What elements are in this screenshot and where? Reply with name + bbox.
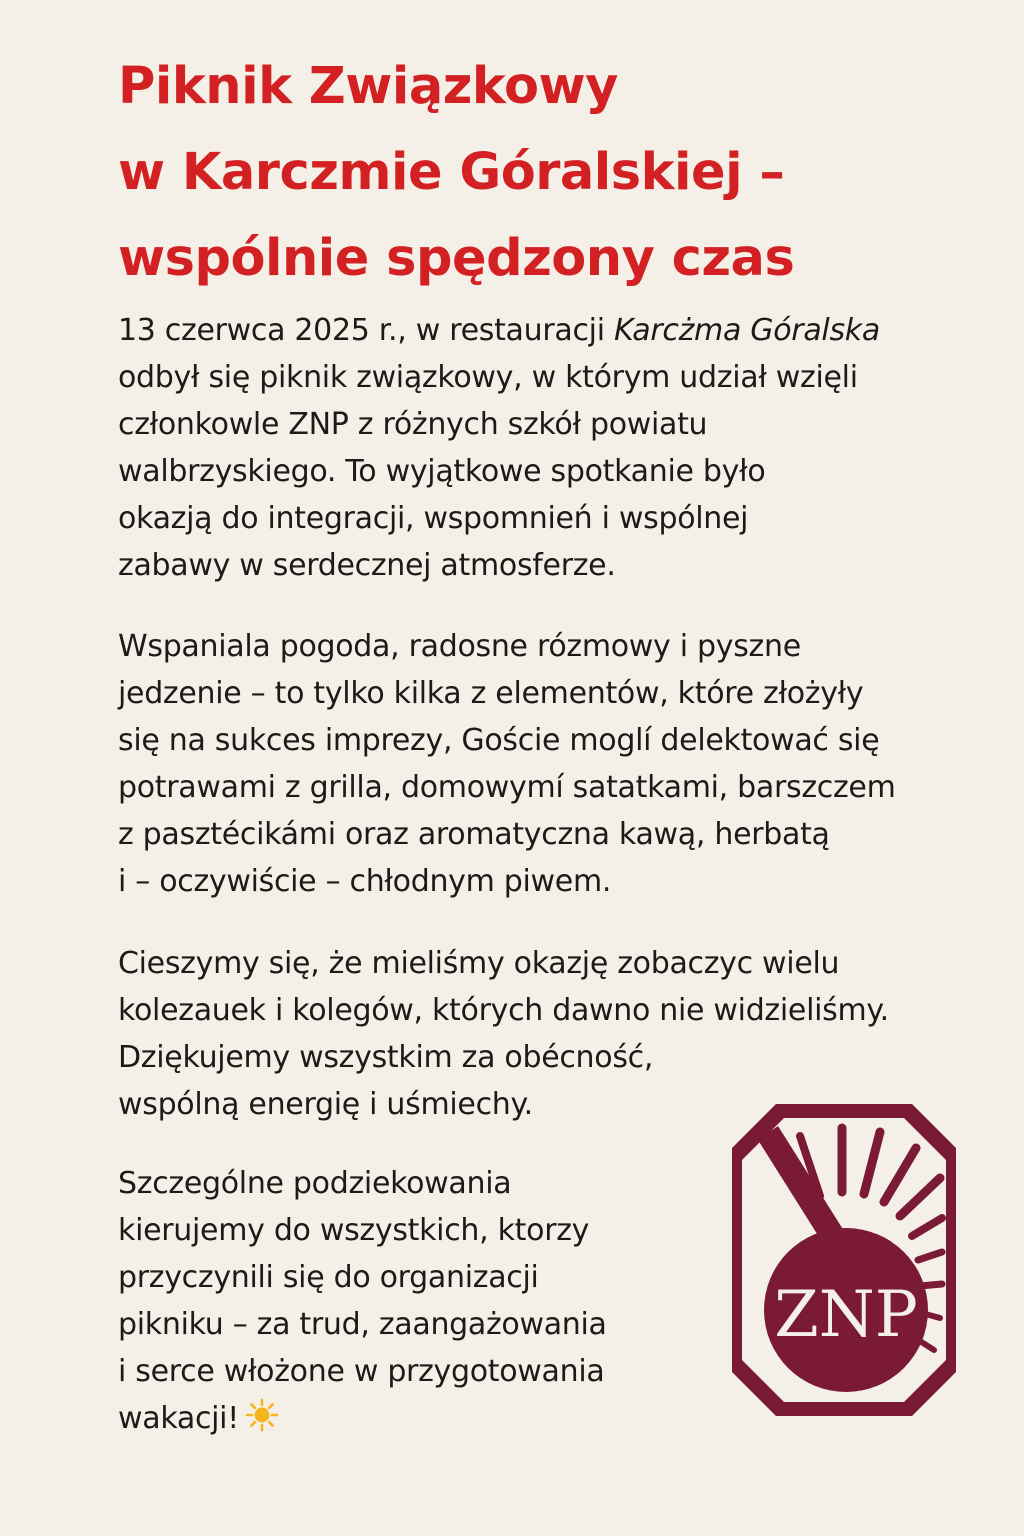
intro-text: 13 czerwca 2025 r., w restauracji (118, 313, 614, 348)
paragraph-intro (118, 307, 880, 589)
title-line-3: wspólnie spędzony czas (118, 229, 795, 288)
paragraph-ack-line-6 (118, 1395, 607, 1446)
paragraph-food-line-4: potrawami z grilla, domowymí satatkami, barszczem (118, 770, 896, 805)
title-line-1: Piknik Związkowy (118, 57, 618, 116)
paragraph-ack-line-4: pikniku – za trud, zaangażowania (118, 1307, 607, 1342)
paragraph-intro-line-1 (118, 307, 880, 354)
paragraph-ack-line-2: kierujemy do wszystkich, ktorzy (118, 1213, 590, 1248)
paragraph-food-line-3: się na sukces imprezy, Goście moglí delektować się (118, 723, 880, 758)
paragraph-ack-line-3: przyczynili się do organizacji (118, 1260, 539, 1295)
paragraph-food (118, 623, 896, 905)
title-line-2: w Karczmie Góralskiej – (118, 143, 785, 202)
paragraph-thanks-line-1: Cieszymy się, że mieliśmy okazję zobaczyc wielu (118, 946, 840, 981)
paragraph-intro-line-2: odbył się piknik związkowy, w którym udział wzięli (118, 360, 858, 395)
paragraph-thanks-line-2: kolezauek i kolegów, których dawno nie widzieliśmy. (118, 993, 889, 1028)
paragraph-food-line-2: jedzenie – to tylko kilka z elementów, które złożyły (118, 676, 864, 711)
sun-icon (245, 1398, 279, 1446)
paragraph-intro-line-4: walbrzyskiego. To wyjątkowe spotkanie było (118, 454, 766, 489)
paragraph-food-line-1: Wspaniala pogoda, radosne rózmowy i pyszne (118, 629, 801, 664)
paragraph-ack-line-1: Szczególne podziekowania (118, 1166, 512, 1201)
paragraph-thanks-line-3: Dziękujemy wszystkim za obécność, (118, 1040, 654, 1075)
paragraph-food-line-6: i – oczywiście – chłodnym piwem. (118, 864, 612, 899)
restaurant-name: Karcżma Góralska (613, 313, 880, 348)
logo-text: ZNP (774, 1278, 918, 1352)
paragraph-intro-line-5: okazją do integracji, wspomnień i wspólnej (118, 501, 749, 536)
closing-word: wakacji! (118, 1401, 239, 1436)
paragraph-food-line-5: z pasztécikámi oraz aromatyczna kawą, herbatą (118, 817, 830, 852)
paragraph-intro-line-6: zabawy w serdecznej atmosferze. (118, 548, 616, 583)
paragraph-intro-line-3: członkowle ZNP z różnych szkół powiatu (118, 407, 708, 442)
znp-logo (728, 1100, 960, 1420)
paragraph-acknowledgements (118, 1160, 607, 1446)
article-title (118, 44, 794, 302)
paragraph-ack-line-5: i serce włożone w przygotowania (118, 1354, 605, 1389)
paragraph-thanks-line-4: wspólną energię i uśmiechy. (118, 1087, 533, 1122)
